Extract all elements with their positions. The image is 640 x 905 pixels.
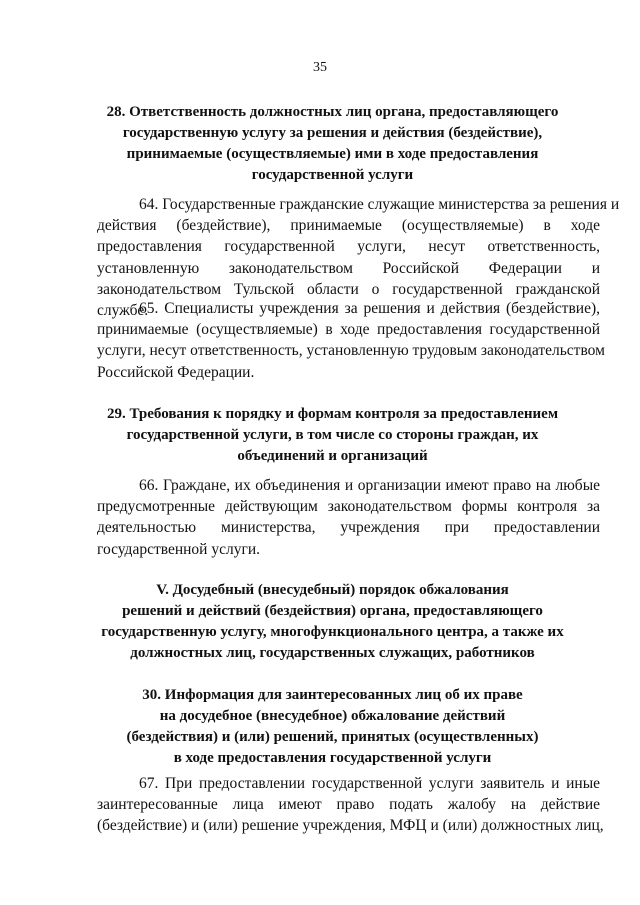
- heading-line: 28. Ответственность должностных лиц органа, предоставляющего: [106, 104, 559, 120]
- paragraph-line: 66. Граждане, их объединения и организации имеют право на любые: [139, 477, 600, 494]
- paragraph-line: установленную законодательством Российской Федерации и: [97, 259, 600, 277]
- heading-line: должностных лиц, государственных служащих, работников: [130, 645, 535, 661]
- paragraph-line: деятельностью министерства, учреждения при предоставлении: [97, 519, 600, 537]
- paragraph-line: службе.: [97, 302, 149, 320]
- paragraph-line: предусмотренные действующим законодательством формы контроля за: [97, 498, 600, 516]
- paragraph-66: [97, 475, 600, 560]
- paragraph-line: Российской Федерации.: [97, 363, 255, 381]
- heading-line: 30. Информация для заинтересованных лиц об их праве: [142, 687, 523, 703]
- paragraph-line: предоставления государственной услуги, несут ответственность,: [97, 238, 600, 256]
- section-30-heading: [60, 685, 605, 769]
- heading-line: объединений и организаций: [237, 448, 428, 464]
- paragraph-line: 67. При предоставлении государственной услуги заявитель и иные: [139, 775, 600, 792]
- page-number: 35: [313, 60, 327, 75]
- heading-line: принимаемые (осуществляемые) ими в ходе предоставления: [126, 146, 539, 162]
- heading-line: государственной услуги, в том числе со стороны граждан, их: [126, 427, 539, 443]
- paragraph-65: [97, 298, 605, 383]
- paragraph-line: (бездействие) и (или) решение учреждения, МФЦ и (или) должностных лиц,: [97, 817, 604, 835]
- paragraph-67: [97, 773, 604, 837]
- heading-line: государственную услугу, многофункционального центра, а также их: [101, 624, 564, 640]
- heading-line: решений и действий (бездействия) органа, предоставляющего: [122, 603, 543, 619]
- heading-line: в ходе предоставления государственной услуги: [173, 750, 492, 766]
- heading-line: на досудебное (внесудебное) обжалование действий: [159, 708, 506, 724]
- paragraph-line: услуги, несут ответственность, установленную трудовым законодательством: [97, 342, 605, 360]
- heading-line: 29. Требования к порядку и формам контроля за предоставлением: [106, 406, 559, 422]
- paragraph-line: 65. Специалисты учреждения за решения и действия (бездействие),: [139, 300, 600, 317]
- section-28-heading: [60, 102, 605, 186]
- section-29-heading: [60, 404, 605, 467]
- paragraph-line: законодательством Тульской области о государственной гражданской: [97, 280, 600, 298]
- paragraph-line: заинтересованные лица имеют право подать жалобу на действие: [97, 796, 600, 814]
- paragraph-line: 64. Государственные гражданские служащие министерства за решения и: [139, 196, 620, 213]
- heading-line: (бездействия) и (или) решений, принятых (осуществленных): [126, 729, 539, 745]
- heading-line: государственную услугу за решения и действия (бездействие),: [122, 125, 543, 141]
- heading-line: V. Досудебный (внесудебный) порядок обжалования: [156, 582, 509, 598]
- paragraph-line: принимаемые (осуществляемые) в ходе предоставления государственной: [97, 321, 600, 339]
- paragraph-line: действия (бездействие), принимаемые (осуществляемые) в ходе: [97, 217, 600, 235]
- section-v-heading: [60, 580, 605, 664]
- paragraph-line: государственной услуги.: [97, 540, 260, 558]
- heading-line: государственной услуги: [251, 167, 414, 183]
